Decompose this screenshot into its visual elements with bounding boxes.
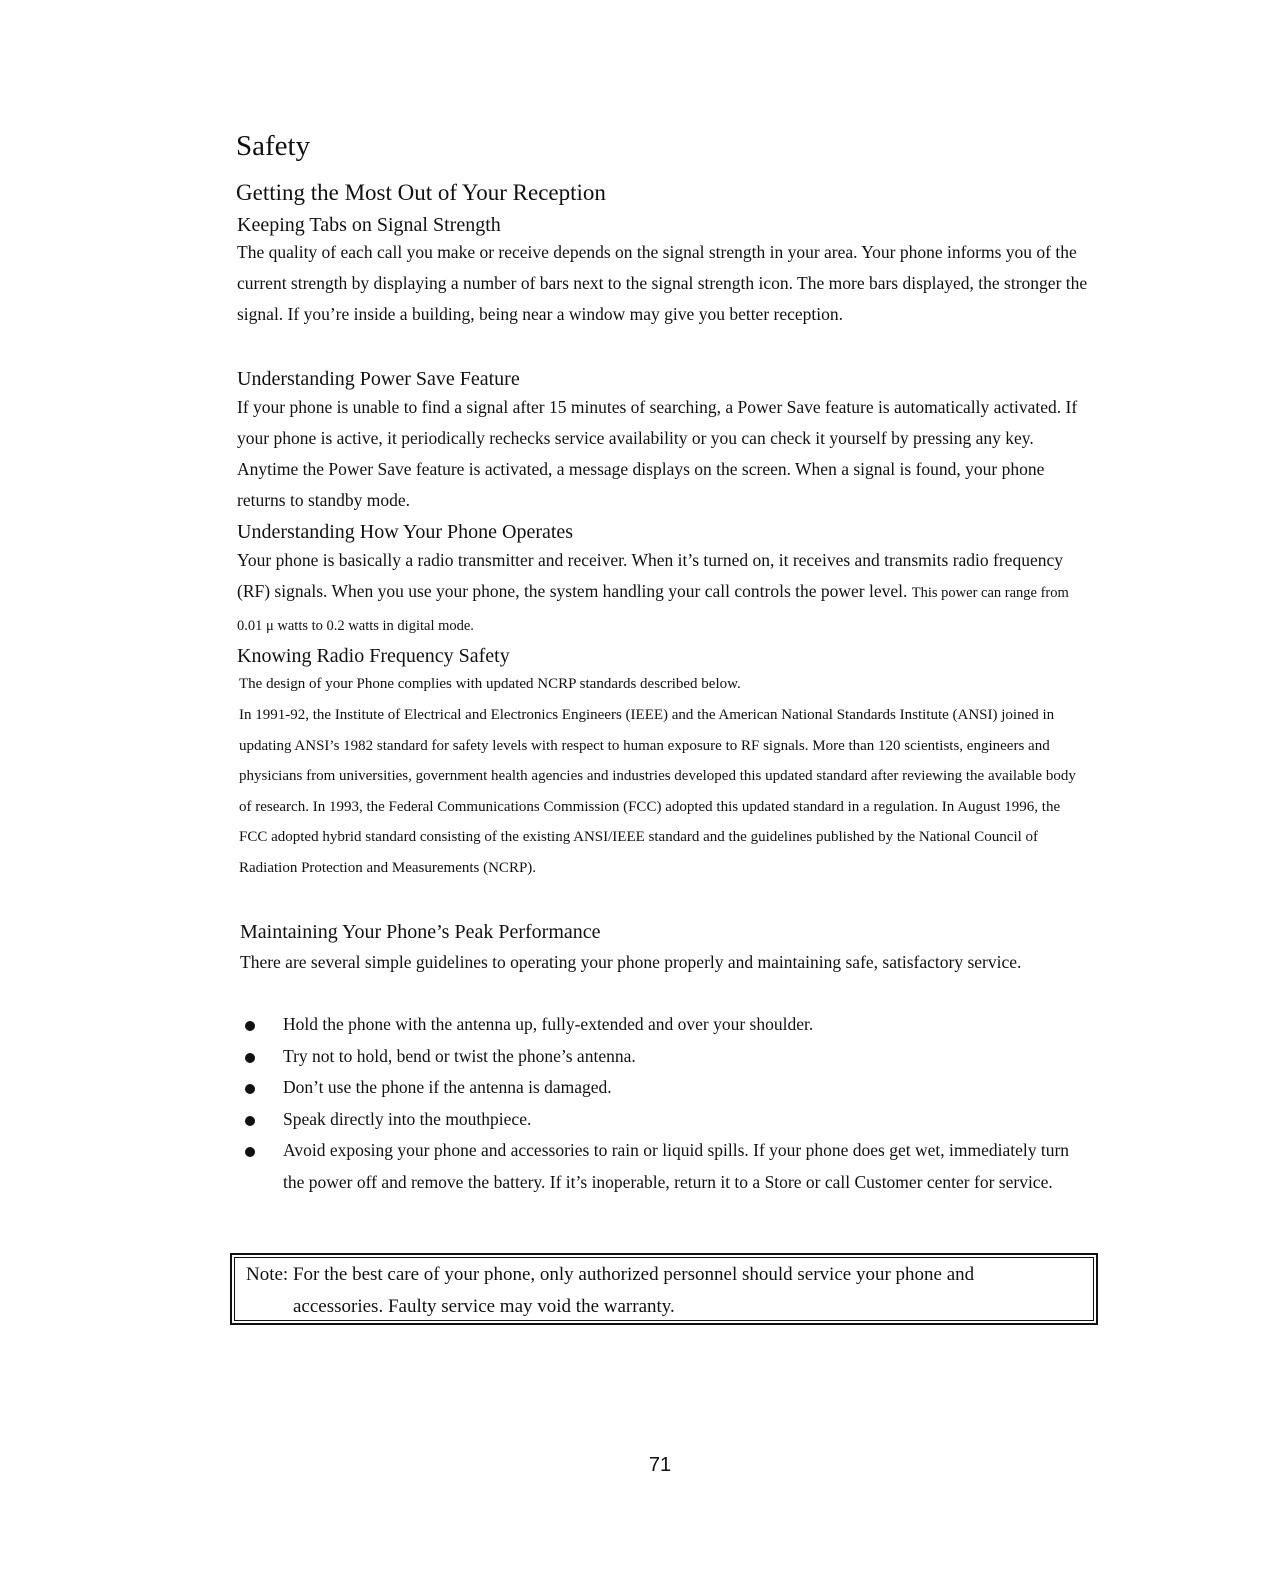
rf-safety-heading: Knowing Radio Frequency Safety [237, 645, 510, 667]
section-heading: Getting the Most Out of Your Reception [236, 180, 606, 205]
performance-guidelines-list [240, 1009, 1080, 1198]
bullet-icon [245, 1053, 255, 1063]
bullet-icon [245, 1147, 255, 1157]
peak-performance-paragraph: There are several simple guidelines to operating your phone properly and maintaining safe, satisfactory service. [240, 952, 1022, 972]
power-save-heading: Understanding Power Save Feature [237, 368, 520, 390]
list-item-text: Try not to hold, bend or twist the phone’s antenna. [283, 1045, 636, 1066]
phone-operates-heading: Understanding How Your Phone Operates [237, 521, 574, 543]
bullet-icon [245, 1021, 255, 1031]
page-title: Safety [236, 130, 311, 162]
power-save-paragraph: If your phone is unable to find a signal after 15 minutes of searching, a Power Save feature is automatically activated. If your phone is active, it periodically rechecks service availability or you can check it yourself by pressing any key. Anytime the Power Save feature is activated, a message displays on the screen. When a signal is found, your phone returns to standby mode. [237, 397, 1078, 510]
signal-strength-heading: Keeping Tabs on Signal Strength [237, 214, 501, 236]
bullet-icon [245, 1116, 255, 1126]
note-line-2: accessories. Faulty service may void the warranty. [293, 1296, 675, 1317]
list-item [240, 1135, 1080, 1198]
note-line-1: Note: For the best care of your phone, only authorized personnel should service your phone and [246, 1264, 975, 1285]
warranty-note [246, 1259, 1092, 1323]
phone-operates-paragraph [237, 545, 1097, 642]
page-number: 71 [648, 1454, 672, 1476]
list-item-text: Speak directly into the mouthpiece. [283, 1108, 532, 1129]
list-item-text: Don’t use the phone if the antenna is damaged. [283, 1077, 612, 1097]
peak-performance-heading: Maintaining Your Phone’s Peak Performance [240, 921, 601, 943]
list-item-text: Hold the phone with the antenna up, fully-extended and over your shoulder. [283, 1014, 814, 1034]
list-item [240, 1072, 1080, 1104]
phone-operates-text: Your phone is basically a radio transmitter and receiver. When it’s turned on, it receives and transmits radio frequency (RF) signals. When you use your phone, the system handling your call controls the power level. [237, 550, 1063, 601]
bullet-icon [245, 1084, 255, 1094]
list-item [240, 1009, 1080, 1041]
list-item [240, 1104, 1080, 1136]
rf-safety-paragraph: In 1991-92, the Institute of Electrical and Electronics Engineers (IEEE) and the American National Standards Institute (ANSI) joined in updating ANSI’s 1982 standard for safety levels with respect to human exposure to RF signals. More than 120 scientists, engineers and physicians from universities, government health agencies and industries developed this updated standard after reviewing the available body of research. In 1993, the Federal Communications Commission (FCC) adopted this updated standard in a regulation. In August 1996, the FCC adopted hybrid standard consisting of the existing ANSI/IEEE standard and the guidelines published by the National Council of Radiation Protection and Measurements (NCRP). [239, 707, 1076, 876]
phone-operates-power-range: This power can range from 0.01 μ watts to 0.2 watts in digital mode. [237, 585, 1069, 634]
signal-strength-paragraph: The quality of each call you make or receive depends on the signal strength in your area. Your phone informs you of the current strength by displaying a number of bars next to the signal strength icon. The more bars displayed, the stronger the signal. If you’re inside a building, being near a window may give you better reception. [237, 242, 1088, 324]
rf-safety-intro: The design of your Phone complies with updated NCRP standards described below. [239, 676, 741, 692]
list-item [240, 1041, 1080, 1073]
list-item-text: Avoid exposing your phone and accessories to rain or liquid spills. If your phone does get wet, immediately turn the power off and remove the battery. If it’s inoperable, return it to a Store or call Customer center for service. [283, 1140, 1070, 1192]
warranty-note-box [230, 1253, 1098, 1325]
